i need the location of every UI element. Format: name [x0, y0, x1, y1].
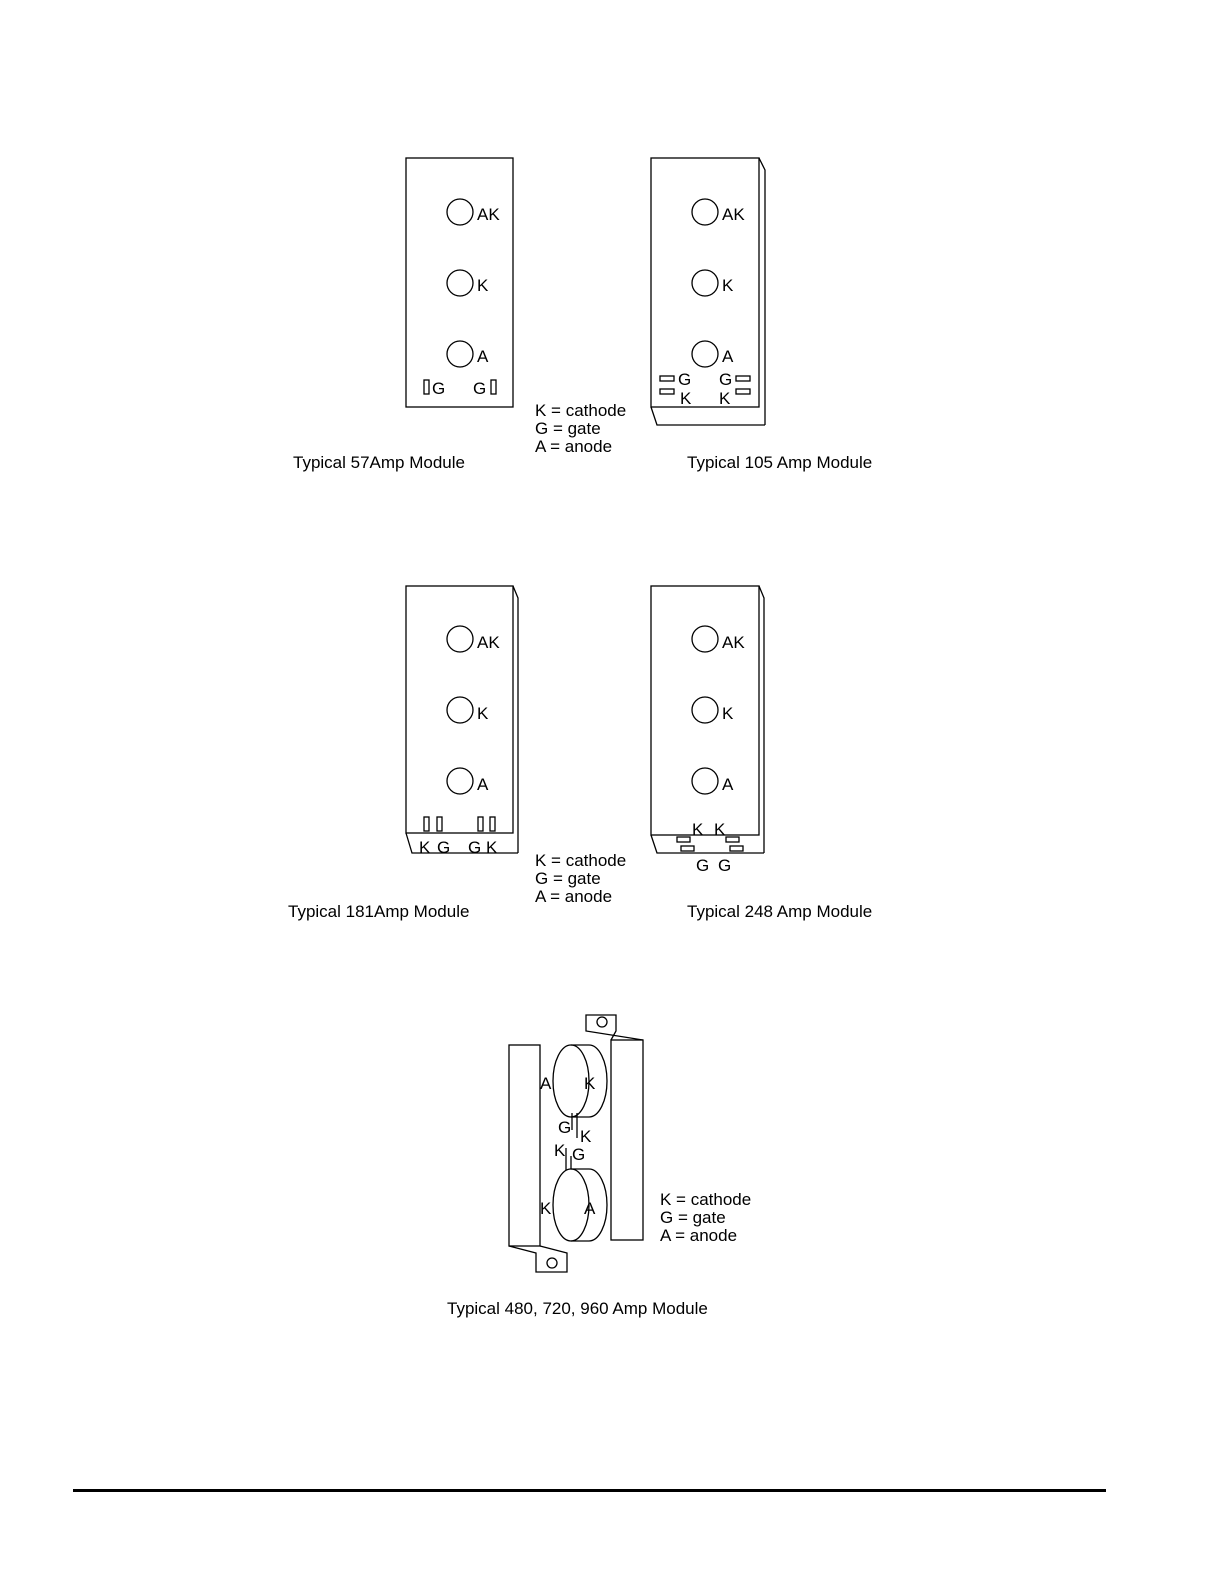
module-480-top-bracket [586, 1015, 643, 1040]
module-248-terminal-k [692, 697, 718, 723]
module-480-upper-disc [553, 1045, 607, 1117]
legend-3-cathode: K = cathode [660, 1190, 752, 1209]
module-105-cath-right-label: K [719, 389, 731, 408]
module-181-bottom-label-4: K [486, 838, 498, 857]
module-480-bottom-mount-hole [547, 1258, 557, 1268]
module-181-pin-4 [490, 817, 495, 831]
legend-2 [535, 851, 626, 906]
module-248-pin-kl [677, 837, 690, 842]
module-248-base [651, 835, 764, 853]
module-248amp [651, 586, 764, 875]
module-105amp [651, 158, 765, 425]
module-105-label-a: A [722, 347, 734, 366]
module-105-pin-kr [736, 389, 750, 394]
module-105-cath-left-label: K [680, 389, 692, 408]
module-248-side-edge [759, 586, 764, 853]
module-480-upper-gate-label: G [558, 1118, 572, 1137]
module-57-gate-left-label: G [432, 379, 446, 398]
module-181-label-ak: AK [477, 633, 500, 652]
module-57-terminal-ak [447, 199, 473, 225]
module-248-pin-gl [681, 846, 694, 851]
module-57amp [406, 158, 513, 407]
module-105-pin-kl [660, 389, 674, 394]
module-105-body [651, 158, 759, 407]
module-248-terminal-a [692, 768, 718, 794]
module-57-label-a: A [477, 347, 489, 366]
module-57-gate-pin-right [491, 380, 496, 394]
module-480-upper-disc-right-label: K [584, 1074, 596, 1093]
module-57-label-ak: AK [477, 205, 500, 224]
legend-2-gate: G = gate [535, 869, 601, 888]
module-480-lower-gate-label: G [572, 1145, 586, 1164]
module-181-side-edge [513, 586, 518, 853]
module-480-720-960amp [509, 1015, 643, 1272]
module-105-terminal-k [692, 270, 718, 296]
module-480-top-mount-hole [597, 1017, 607, 1027]
module-105-terminal-ak [692, 199, 718, 225]
legend-2-cathode: K = cathode [535, 851, 627, 870]
module-181-terminal-a [447, 768, 473, 794]
module-57-label-k: K [477, 276, 489, 295]
module-181-bottom-label-2: G [437, 838, 451, 857]
module-181-bottom-label-3: G [468, 838, 482, 857]
module-480-lower-cath-label: K [554, 1141, 566, 1160]
module-181-label-a: A [477, 775, 489, 794]
legend-1 [535, 401, 626, 456]
module-105-label-ak: AK [722, 205, 745, 224]
legend-3 [660, 1190, 751, 1245]
module-105-label-k: K [722, 276, 734, 295]
module-248-body [651, 586, 759, 835]
module-480-right-bar [611, 1040, 643, 1240]
module-57-terminal-k [447, 270, 473, 296]
module-57-gate-pin-left [424, 380, 429, 394]
module-181-pin-2 [437, 817, 442, 831]
module-480-caption: Typical 480, 720, 960 Amp Module [447, 1299, 708, 1318]
legend-1-anode: A = anode [535, 437, 613, 456]
module-181-bottom-label-1: K [419, 838, 431, 857]
module-181amp [406, 586, 518, 857]
module-105-pin-gr [736, 376, 750, 381]
footer-rule [73, 1489, 1106, 1492]
module-480-upper-cath-label: K [580, 1127, 592, 1146]
module-248-top-label-1: K [692, 820, 704, 839]
module-57-terminal-a [447, 341, 473, 367]
module-480-left-bar [509, 1045, 540, 1246]
module-181-terminal-ak [447, 626, 473, 652]
module-57-gate-right-label: G [473, 379, 487, 398]
module-248-label-k: K [722, 704, 734, 723]
module-181-label-k: K [477, 704, 489, 723]
module-57-body [406, 158, 513, 407]
legend-1-gate: G = gate [535, 419, 601, 438]
module-105-terminal-a [692, 341, 718, 367]
module-248-label-a: A [722, 775, 734, 794]
module-105-side-edge [759, 158, 765, 425]
module-248-caption: Typical 248 Amp Module [687, 902, 873, 921]
module-248-pin-gr [730, 846, 743, 851]
module-181-terminal-k [447, 697, 473, 723]
module-105-gate-left-label: G [678, 370, 692, 389]
module-181-pin-3 [478, 817, 483, 831]
legend-3-gate: G = gate [660, 1208, 726, 1227]
module-57-caption: Typical 57Amp Module [293, 453, 465, 472]
module-480-lower-disc [553, 1169, 607, 1241]
module-248-pin-kr [726, 837, 739, 842]
module-105-pin-gl [660, 376, 674, 381]
module-248-terminal-ak [692, 626, 718, 652]
module-480-upper-disc-left-label: A [540, 1074, 552, 1093]
module-480-bottom-bracket [509, 1246, 567, 1272]
module-248-bottom-label-1: G [696, 856, 710, 875]
legend-2-anode: A = anode [535, 887, 613, 906]
module-480-lower-disc-right-label: A [584, 1199, 596, 1218]
module-181-pin-1 [424, 817, 429, 831]
module-105-gate-right-label: G [719, 370, 733, 389]
module-105-base [651, 407, 765, 425]
legend-3-anode: A = anode [660, 1226, 738, 1245]
legend-1-cathode: K = cathode [535, 401, 627, 420]
module-105-caption: Typical 105 Amp Module [687, 453, 873, 472]
module-480-lower-disc-left-label: K [540, 1199, 552, 1218]
module-248-label-ak: AK [722, 633, 745, 652]
module-248-bottom-label-2: G [718, 856, 732, 875]
module-248-top-label-2: K [714, 820, 726, 839]
module-181-caption: Typical 181Amp Module [288, 902, 470, 921]
module-181-body [406, 586, 513, 833]
